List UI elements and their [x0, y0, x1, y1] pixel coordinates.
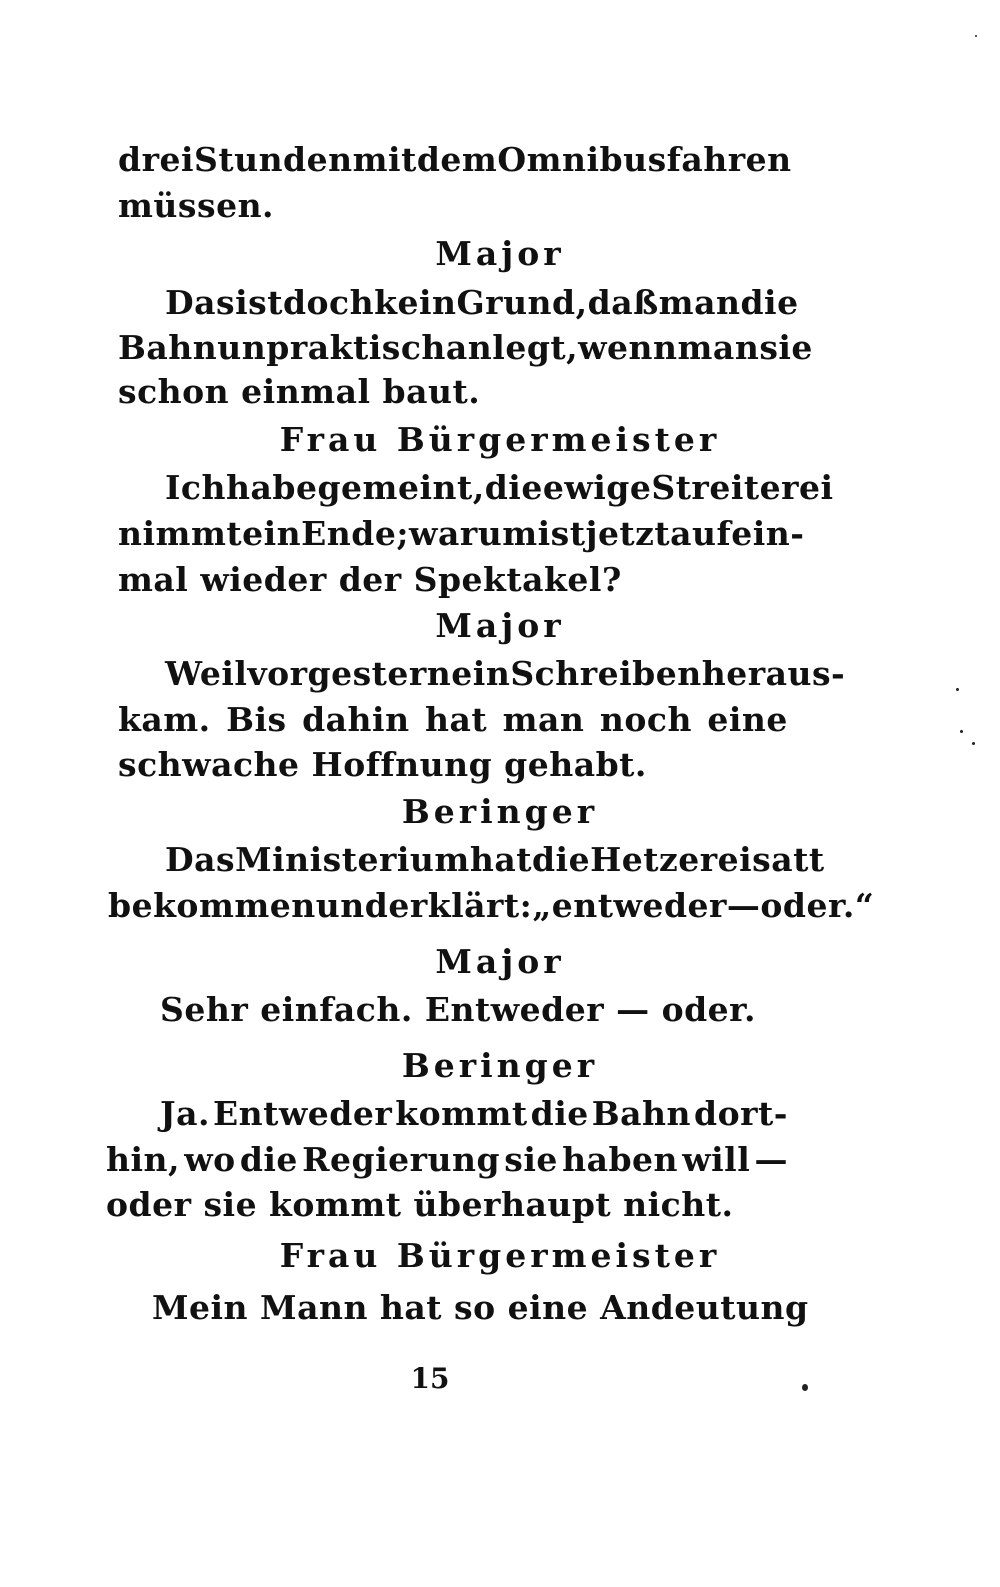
word: ist [235, 283, 283, 322]
word: Ja. [160, 1094, 210, 1133]
text-line [165, 654, 846, 694]
text-line: Mein Mann hat so eine Andeutung [152, 1288, 809, 1327]
speaker-name: Major [435, 606, 565, 645]
word: daß [587, 283, 659, 322]
word: — [726, 886, 761, 925]
word: wenn [578, 328, 678, 367]
speaker-name: Frau Bürgermeister [279, 420, 721, 459]
word: vorgestern [247, 654, 452, 693]
word: ist [537, 514, 586, 553]
speaker-name: Beringer [401, 1046, 599, 1085]
word: hat [469, 840, 532, 879]
word: und [315, 886, 389, 925]
scan-speck [975, 35, 977, 37]
word: sie [759, 328, 813, 367]
word: dahin [302, 700, 410, 739]
word: hat [425, 700, 488, 739]
word: ewige [542, 468, 652, 507]
text-line [160, 1094, 788, 1134]
word: man [502, 700, 585, 739]
word: unpraktisch [217, 328, 446, 367]
word: die [740, 283, 799, 322]
page-number: 15 [410, 1362, 450, 1395]
scan-speck [956, 688, 959, 691]
scan-speck [960, 730, 963, 733]
text-line: Sehr einfach. Entweder — oder. [160, 990, 757, 1029]
word: nimmt [118, 514, 243, 553]
word: hin, [106, 1140, 181, 1179]
word: sie [504, 1140, 558, 1179]
word: ein- [731, 514, 805, 553]
text-line [118, 514, 805, 554]
word: Grund, [456, 283, 588, 322]
text-line [165, 468, 834, 508]
text-line [118, 140, 792, 180]
word: haben [562, 1140, 679, 1179]
text-line [165, 840, 825, 880]
word: bekommen [108, 886, 316, 925]
text-line [118, 328, 813, 368]
text-line: mal wieder der Spektakel? [118, 560, 622, 599]
word: Stunden [194, 140, 353, 179]
word: ein [242, 514, 302, 553]
word: „entweder [532, 886, 727, 925]
scan-speck [972, 742, 975, 745]
word: habe [226, 468, 318, 507]
word: Hetzerei [590, 840, 753, 879]
word: man [658, 283, 741, 322]
word: dem [416, 140, 498, 179]
word: die [530, 1094, 589, 1133]
word: oder.“ [760, 886, 875, 925]
word: man [677, 328, 760, 367]
speaker-name: Beringer [401, 792, 599, 831]
word: eine [707, 700, 788, 739]
speaker-name: Major [435, 234, 565, 273]
scan-speck [802, 1384, 808, 1391]
word: Schreiben [510, 654, 702, 693]
word: ein [451, 654, 511, 693]
word: kommt [395, 1094, 528, 1133]
word: erklärt: [388, 886, 533, 925]
word: Das [165, 283, 236, 322]
word: anlegt, [445, 328, 579, 367]
word: Das [165, 840, 236, 879]
word: die [531, 840, 591, 879]
word: mit [352, 140, 417, 179]
word: wo [184, 1140, 236, 1179]
text-line: oder sie kommt überhaupt nicht. [106, 1185, 734, 1224]
word: satt [752, 840, 825, 879]
word: Omnibus [497, 140, 667, 179]
word: — [754, 1140, 788, 1179]
word: fahren [666, 140, 792, 179]
word: Bahn [591, 1094, 692, 1133]
word: die [484, 468, 543, 507]
word: gemeint, [317, 468, 485, 507]
word: Bis [226, 700, 287, 739]
word: Bahn [118, 328, 218, 367]
word: drei [118, 140, 194, 179]
text-line [118, 700, 788, 740]
word: Ministerium [235, 840, 470, 879]
word: warum [409, 514, 538, 553]
word: Regierung [302, 1140, 501, 1179]
word: doch [282, 283, 375, 322]
word: Ich [165, 468, 227, 507]
text-line: schon einmal baut. [118, 372, 481, 411]
text-line [165, 283, 799, 323]
word: die [239, 1140, 298, 1179]
text-line: müssen. [118, 186, 275, 225]
word: heraus- [701, 654, 846, 693]
word: will [682, 1140, 751, 1179]
word: noch [599, 700, 692, 739]
word: Entweder [212, 1094, 393, 1133]
speaker-name: Frau Bürgermeister [279, 1236, 721, 1275]
word: dort- [694, 1094, 788, 1133]
word: Streiterei [651, 468, 834, 507]
word: Ende; [301, 514, 410, 553]
word: jetzt [585, 514, 671, 553]
word: Weil [165, 654, 248, 693]
word: kein [374, 283, 457, 322]
text-line [106, 1140, 788, 1180]
speaker-name: Major [435, 942, 565, 981]
word: auf [670, 514, 732, 553]
word: kam. [118, 700, 211, 739]
text-line: schwache Hoffnung gehabt. [118, 745, 647, 784]
text-line [108, 886, 875, 926]
